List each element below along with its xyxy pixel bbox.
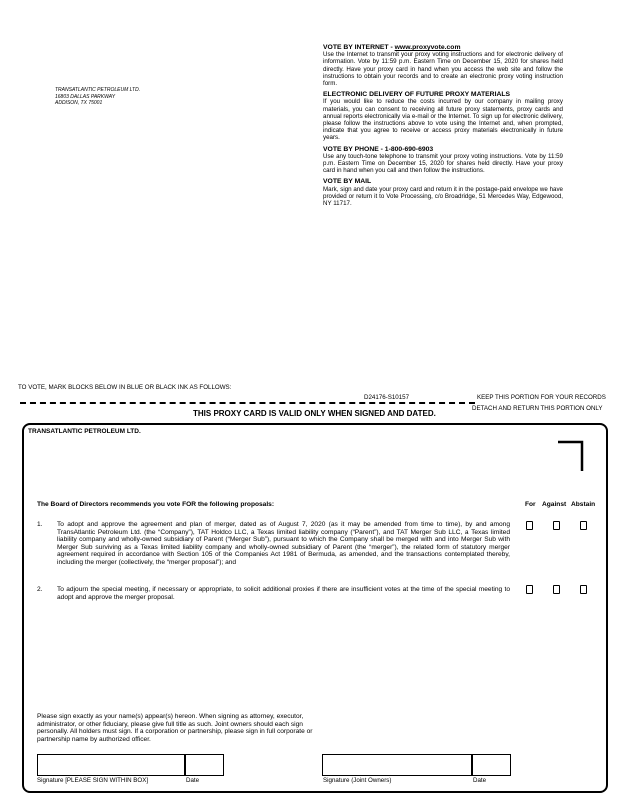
joint-signature-box[interactable] (322, 754, 473, 776)
return-address-company: TRANSATLANTIC PETROLEUM LTD. (55, 87, 141, 93)
vote-by-phone-section (323, 146, 563, 175)
to-vote-instruction: TO VOTE, MARK BLOCKS BELOW IN BLUE OR BLACK INK AS FOLLOWS: (18, 384, 232, 391)
signing-instructions: Please sign exactly as your name(s) appear(s) hereon. When signing as attorney, executor, administrator, or other fiduciary, please give full title as such. Joint owners should each sign personally. All holders must sign. If a corporation or partnership, please sign in full corporate or partnership name by authorized officer. (37, 713, 313, 743)
voting-instructions (323, 44, 563, 207)
proposal-2-for-checkbox[interactable] (526, 585, 533, 594)
proposal-1-for-checkbox[interactable] (526, 521, 533, 530)
vote-by-mail-text: Mark, sign and date your proxy card and return it in the postage-paid envelope we have provided or return it to Vote Processing, c/o Broadridge, 51 Mercedes Way, Edgewood, NY 11717. (323, 185, 563, 208)
joint-signature-label: Signature (Joint Owners) (323, 777, 392, 784)
column-header-abstain: Abstain (571, 501, 596, 508)
proposal-1-number: 1. (37, 521, 43, 528)
vote-by-mail-heading: VOTE BY MAIL (323, 178, 372, 186)
detach-portion-label: DETACH AND RETURN THIS PORTION ONLY (472, 405, 603, 412)
proposal-1-against-checkbox[interactable] (553, 521, 560, 530)
proposal-2-against-checkbox[interactable] (553, 585, 560, 594)
return-address (55, 87, 175, 107)
signature-label: Signature [PLEASE SIGN WITHIN BOX] (37, 777, 149, 784)
electronic-delivery-text: If you would like to reduce the costs incurred by our company in mailing proxy materials, you can consent to receiving all future proxy statements, proxy cards and annual reports electronically via e-mail or the Internet. To sign up for electronic delivery, please follow the instructions above to vote using the Internet and, when prompted, indicate that you agree to receive or access proxy materials electronically in future years. (323, 98, 563, 142)
vote-by-mail-section (323, 178, 563, 207)
vote-by-internet-section (323, 44, 563, 87)
card-company-name: TRANSATLANTIC PETROLEUM LTD. (28, 428, 141, 435)
vote-by-phone-heading: VOTE BY PHONE - 1-800-690-6903 (323, 145, 434, 153)
date-label: Date (186, 777, 200, 784)
electronic-delivery-section (323, 91, 563, 141)
board-recommendation: The Board of Directors recommends you vote FOR the following proposals: (37, 501, 275, 508)
return-address-street: 16803 DALLAS PARKWAY (55, 93, 116, 100)
vote-by-phone-text: Use any touch-tone telephone to transmit your proxy voting instructions. Vote by 11:59 p.m. Eastern Time on December 15, 2020 for shares held directly. Have your proxy card in hand when you call and then follow the instructions. (323, 152, 563, 175)
vote-by-internet-heading: VOTE BY INTERNET - (323, 44, 395, 51)
control-code: D24176-S10157 (364, 394, 410, 401)
return-address-city: ADDISON, TX 75001 (55, 100, 103, 106)
proposal-1-text: To adopt and approve the agreement and plan of merger, dated as of August 7, 2020 (as it may be amended from time to time), by and among TransAtlantic Petroleum Ltd. (the “Company”), TAT Holdco LLC, a Texas limited liability company (“Parent”), and TAT Merger Sub LLC, a Texas limited liability company and wholly-owned subsidiary of Parent (“Merger Sub”), pursuant to which the Company shall be merged with and into Merger Sub with Merger Sub surviving as a Texas limited liability company and wholly-owned subsidiary of Parent (the “merger”), the related form of statutory merger agreement required in accordance with Section 105 of the Companies Act 1981 of Bermuda, as amended, and the transactions contemplated thereby, including the merger (collectively, the “merger proposal”); and (57, 521, 510, 566)
date-box[interactable] (184, 754, 224, 776)
proposal-2-text: To adjourn the special meeting, if necessary or appropriate, to solicit additional proxies if there are insufficient votes at the time of the special meeting to adopt and approve the merger proposal. (57, 586, 510, 601)
signature-box[interactable] (37, 754, 186, 776)
valid-notice: THIS PROXY CARD IS VALID ONLY WHEN SIGNED AND DATED. (193, 409, 436, 418)
joint-date-label: Date (473, 777, 487, 784)
detach-line (20, 402, 475, 404)
keep-portion-label: KEEP THIS PORTION FOR YOUR RECORDS (477, 394, 606, 401)
proposal-2-abstain-checkbox[interactable] (580, 585, 587, 594)
proposal-2-number: 2. (37, 586, 43, 593)
electronic-delivery-heading: ELECTRONIC DELIVERY OF FUTURE PROXY MATERIALS (323, 91, 511, 99)
registration-corner-mark (556, 439, 586, 473)
proxy-card (22, 423, 608, 793)
proxyvote-link[interactable]: www.proxyvote.com (394, 44, 461, 51)
column-header-for: For (525, 501, 536, 508)
vote-by-internet-text: Use the Internet to transmit your proxy voting instructions and for electronic delivery of information. Vote by 11:59 p.m. Eastern Time on December 15, 2020 for shares held directly. Have your proxy card in hand when you access the web site and follow the instructions to obtain your records and to create an electronic proxy voting instruction form. (323, 51, 563, 88)
column-header-against: Against (542, 501, 567, 508)
joint-date-box[interactable] (471, 754, 511, 776)
proposal-1-abstain-checkbox[interactable] (580, 521, 587, 530)
